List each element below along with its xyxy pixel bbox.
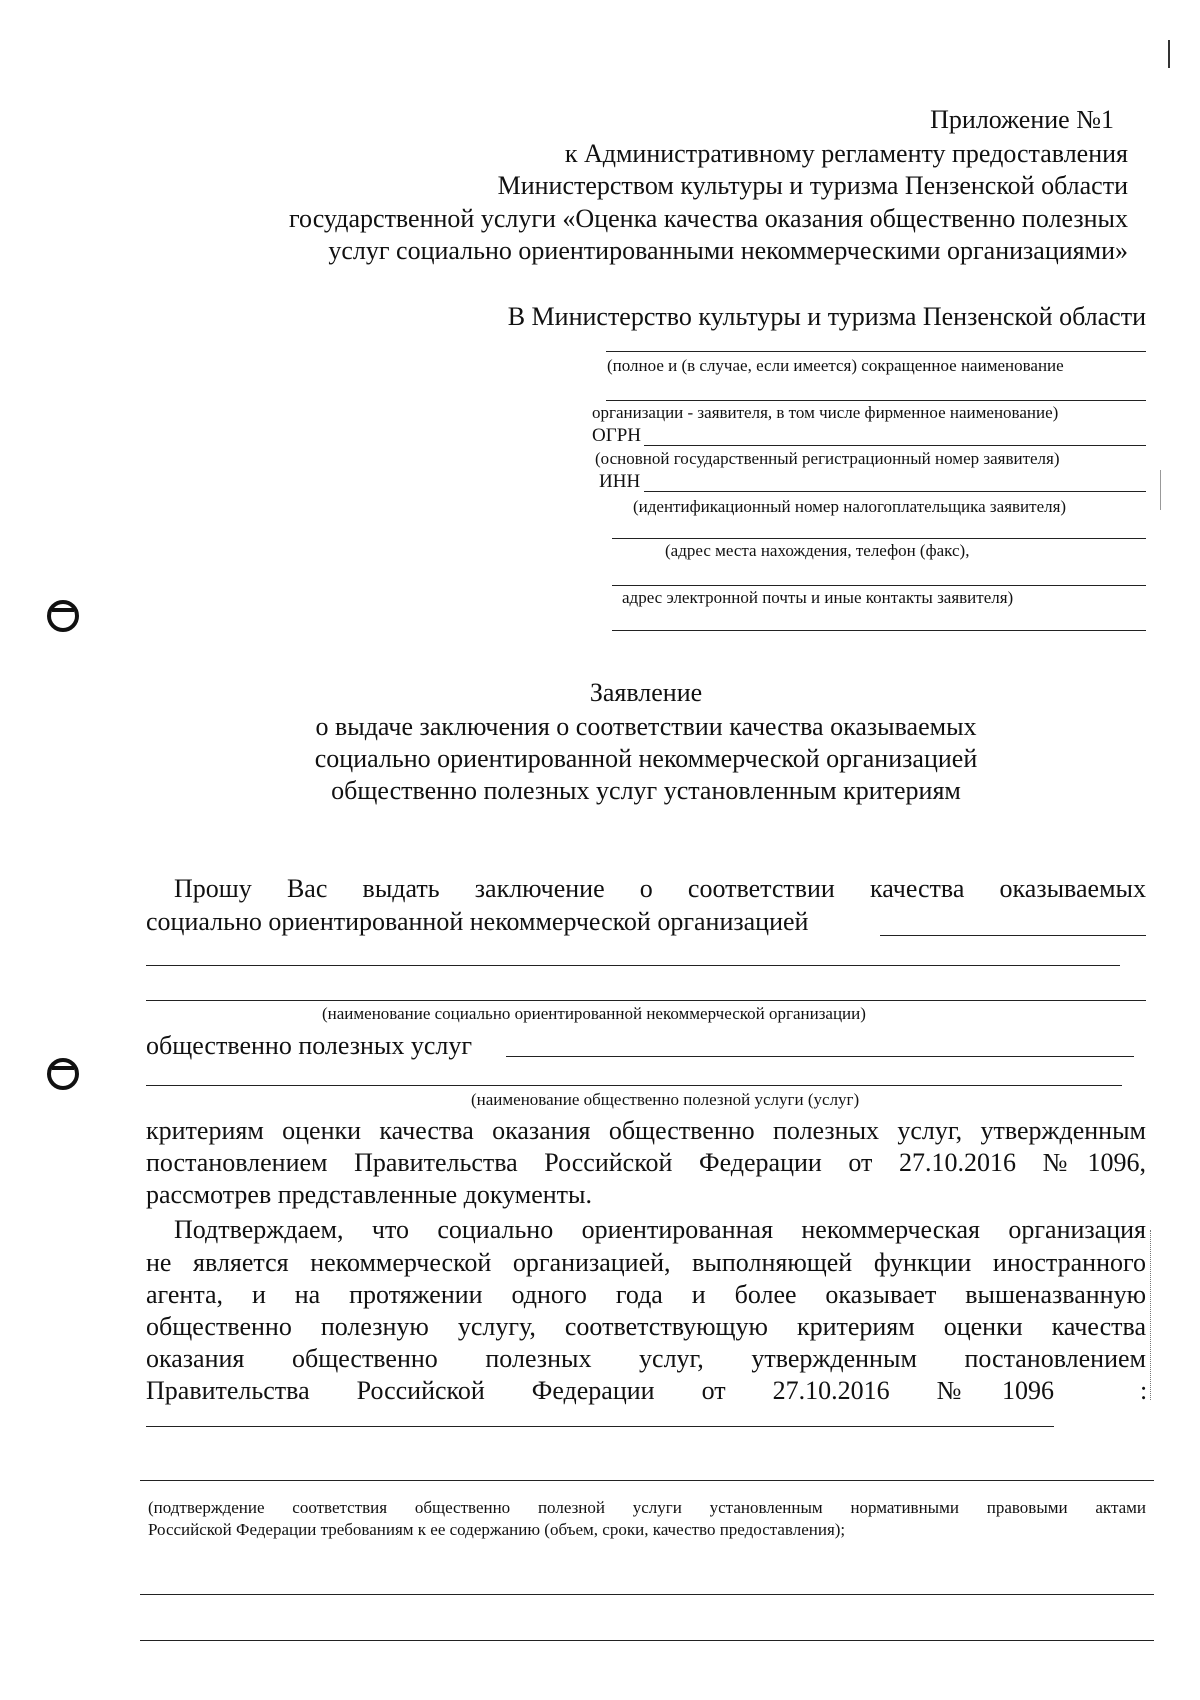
body-paragraph-3-line-4: общественно полезную услугу, соответствующую критериям оценки качества	[146, 1312, 1146, 1341]
ogrn-label: ОГРН	[592, 425, 641, 446]
confirm-field-3[interactable]	[140, 1594, 1154, 1595]
appendix-line: Министерством культуры и туризма Пензенской области	[497, 171, 1128, 200]
scan-edge-mark	[1150, 1230, 1151, 1400]
body-paragraph-2-line-1: критериям оценки качества оказания общественно полезных услуг, утвержденным	[146, 1116, 1146, 1145]
hint-confirm-1: (подтверждение соответствия общественно полезной услуги установленным нормативными правовыми актами	[148, 1498, 1146, 1517]
appendix-line: к Административному регламенту предоставления	[564, 139, 1128, 168]
services-label: общественно полезных услуг	[146, 1031, 473, 1060]
org-name-field-2[interactable]	[146, 965, 1120, 966]
hint-address-2: адрес электронной почты и иные контакты заявителя)	[622, 588, 1014, 607]
punch-hole-bottom	[47, 1058, 79, 1090]
ogrn-field[interactable]	[644, 445, 1146, 446]
hint-org: (наименование социально ориентированной некоммерческой организации)	[322, 1004, 866, 1023]
body-paragraph-3-line-2: не является некоммерческой организацией, выполняющей функции иностранного	[146, 1248, 1146, 1277]
field-line-org-name[interactable]	[606, 351, 1146, 352]
confirm-field[interactable]	[146, 1426, 1054, 1427]
body-paragraph-3-colon: :	[1140, 1376, 1148, 1405]
org-name-field-3[interactable]	[146, 1000, 1146, 1001]
body-paragraph-3-line-1: Подтверждаем, что социально ориентированная некоммерческая организация	[174, 1215, 1146, 1244]
body-paragraph-3-line-6: Правительства Российской Федерации от 27.10.2016 №1096	[146, 1376, 1054, 1405]
statement-subtitle-line: общественно полезных услуг установленным критериям	[331, 776, 961, 805]
field-line-contacts[interactable]	[612, 585, 1146, 586]
inn-field[interactable]	[644, 491, 1146, 492]
appendix-number: Приложение №1	[930, 105, 1114, 134]
hint-inn: (идентификационный номер налогоплательщика заявителя)	[633, 497, 1067, 516]
scan-edge-mark	[1168, 40, 1170, 68]
field-line-address[interactable]	[612, 538, 1146, 539]
confirm-field-4[interactable]	[140, 1640, 1154, 1641]
appendix-line: государственной услуги «Оценка качества оказания общественно полезных	[289, 204, 1128, 233]
addressee-to: В Министерство культуры и туризма Пензенской области	[507, 302, 1146, 331]
body-paragraph-3-line-5: оказания общественно полезных услуг, утвержденным постановлением	[146, 1344, 1146, 1373]
hint-org-name-1: (полное и (в случае, если имеется) сокращенное наименование	[607, 356, 1064, 375]
service-name-field[interactable]	[506, 1056, 1134, 1057]
service-name-field-2[interactable]	[146, 1085, 1122, 1086]
statement-subtitle-line: социально ориентированной некоммерческой организацией	[314, 744, 978, 773]
body-paragraph-2-line-3: рассмотрев представленные документы.	[146, 1180, 592, 1209]
field-line-org-name-2[interactable]	[606, 400, 1146, 401]
inn-label: ИНН	[599, 471, 641, 492]
appendix-line: услуг социально ориентированными некоммерческими организациями»	[328, 236, 1128, 265]
hint-address-1: (адрес места нахождения, телефон (факс),	[665, 541, 970, 560]
body-paragraph-1-line-1: Прошу Вас выдать заключение о соответствии качества оказываемых	[174, 874, 1146, 903]
scan-edge-mark	[1160, 470, 1161, 510]
hint-org-name-2: организации - заявителя, в том числе фирменное наименование)	[592, 403, 1059, 422]
punch-hole-top	[47, 600, 79, 632]
org-name-field[interactable]	[880, 935, 1146, 936]
statement-subtitle-line: о выдаче заключения о соответствии качества оказываемых	[315, 712, 977, 741]
body-paragraph-2-line-2: постановлением Правительства Российской Федерации от 27.10.2016 №1096,	[146, 1148, 1146, 1177]
statement-heading: Заявление	[589, 678, 703, 707]
hint-ogrn: (основной государственный регистрационный номер заявителя)	[595, 449, 1060, 468]
body-paragraph-1-line-2: социально ориентированной некоммерческой организацией	[146, 907, 809, 936]
field-line-contacts-2[interactable]	[612, 630, 1146, 631]
body-paragraph-3-line-3: агента, и на протяжении одного года и более оказывает вышеназванную	[146, 1280, 1146, 1309]
hint-confirm-2: Российской Федерации требованиям к ее содержанию (объем, сроки, качество предоставления);	[148, 1520, 846, 1539]
confirm-field-2[interactable]	[140, 1480, 1154, 1481]
hint-service: (наименование общественно полезной услуги (услуг)	[471, 1090, 860, 1109]
